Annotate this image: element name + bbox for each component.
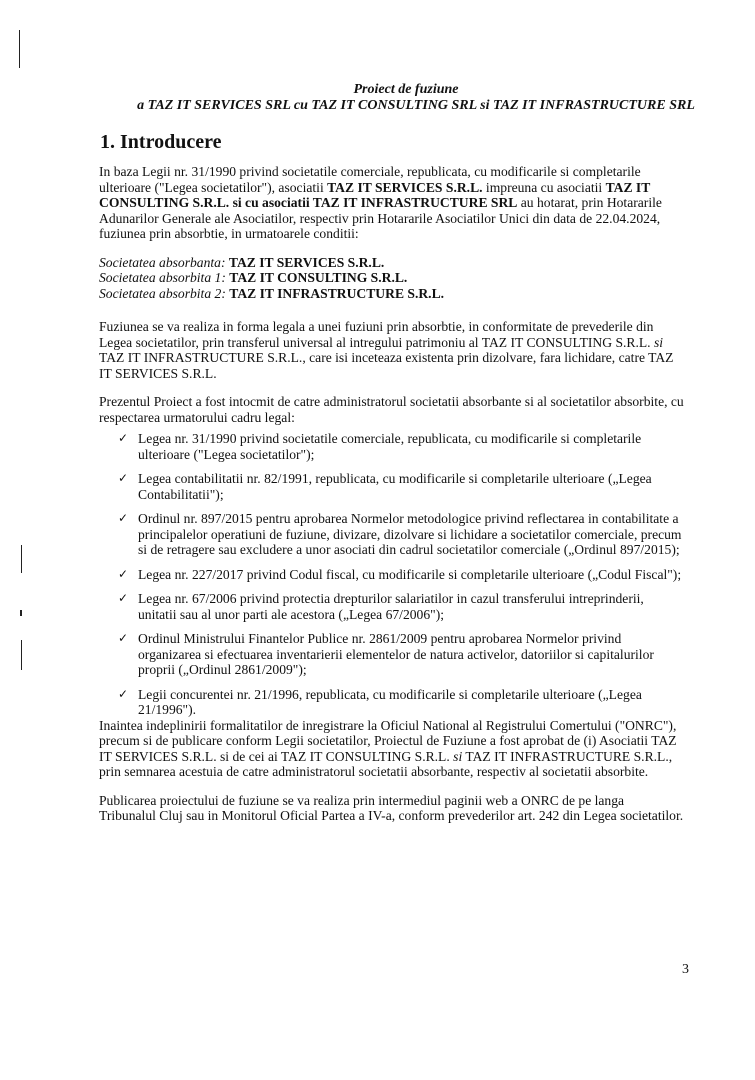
section-heading: 1. Introducere	[100, 131, 222, 153]
registration-text-1: Inaintea indeplinirii formalitatilor de inregistrare la Oficiul National al Registrului Comertului ("ONRC"), precum si de publicare conform Legii societatilor, Proiectul de Fuziune a fost aprobat de (i) Asociatii TAZ IT SERVICES S.R.L. si de cei ai TAZ IT CONSULTING S.R.L.	[99, 717, 677, 764]
checkmark-icon: ✓	[118, 566, 129, 581]
fusion-italic: si	[653, 334, 664, 350]
scan-artifact-dot	[20, 610, 22, 616]
fusion-text-1: Fuziunea se va realiza in forma legala a unei fuziuni prin absorbtie, in conformitate de prevederile din Legea societatilor, prin transferul universal al intregului patrimoniu al TAZ IT CONSULTING S.R.L.	[99, 319, 654, 350]
checkmark-icon: ✓	[118, 511, 129, 525]
list-item-text: Legea nr. 31/1990 privind societatile comerciale, republicata, cu modificarile si completarile ulterioare ("Legea societatilor");	[138, 431, 642, 462]
list-item-text: Legii concurentei nr. 21/1996, republicata, cu modificarile si completarile ulterioare („Legea 21/1996").	[138, 686, 642, 717]
list-item-text: Ordinul nr. 897/2015 pentru aprobarea Normelor metodologice privind reflectarea in contabilitate a principalelor operatiuni de fuziune, divizare, dizolvare si lichidare a societatilor comerciale, precum si de retragere sau excludere a unor asociati din cadrul societatilor comerciale („Ordinul 897/2015);	[138, 511, 682, 557]
checkmark-icon: ✓	[118, 686, 129, 701]
checkmark-icon: ✓	[118, 631, 129, 645]
checkmark-icon: ✓	[118, 471, 129, 485]
intro-bold-1: TAZ IT SERVICES S.R.L.	[327, 179, 483, 195]
intro-bold-2: TAZ IT CONSULTING S.R.L. si cu asociatii TAZ IT INFRASTRUCTURE SRL	[99, 179, 651, 210]
party-value: TAZ IT INFRASTRUCTURE S.R.L.	[229, 285, 445, 301]
title-line-1: Proiect de fuziune	[353, 82, 459, 97]
document-body	[99, 164, 684, 837]
list-item-text: Ordinul Ministrului Finantelor Publice nr. 2861/2009 pentru aprobarea Normelor privind organizarea si efectuarea inventarierii elementelor de natura activelor, datoriilor si capitalurilor proprii („Ordinul 2861/2009");	[138, 631, 654, 677]
registration-paragraph	[99, 718, 684, 780]
document-title	[96, 82, 716, 114]
registration-italic: si	[453, 748, 463, 764]
parties-block	[99, 255, 684, 302]
legal-framework-list	[99, 431, 684, 718]
scan-artifact-line	[21, 545, 22, 573]
intro-text-3: au hotarat, prin Hotararile Adunarilor Generale ale Asociatilor, respectiv prin Hotararile Asociatilor Unici din data de 22.04.2024, fuziunea prin absorbtie, in urmatoarele conditii:	[99, 195, 662, 241]
list-item-text: Legea nr. 67/2006 privind protectia drepturilor salariatilor in cazul transferului intreprinderii, unitatii sau al unor parti ale acestora („Legea 67/2006");	[138, 591, 644, 622]
fusion-text-2: TAZ IT INFRASTRUCTURE S.R.L., care isi inceteaza existenta prin dizolvare, fara lichidare, catre TAZ IT SERVICES S.R.L.	[99, 350, 674, 381]
list-item-text: Legea contabilitatii nr. 82/1991, republicata, cu modificarile si completarile ulterioare („Legea Contabilitatii");	[138, 471, 652, 502]
framework-intro-text: Prezentul Proiect a fost intocmit de catre administratorul societatii absorbante si al societatilor absorbite, cu respectarea urmatorului cadru legal:	[99, 394, 684, 425]
list-item	[99, 567, 684, 583]
checkmark-icon: ✓	[118, 591, 129, 605]
publication-text: Publicarea proiectului de fuziune se va realiza prin intermediul paginii web a ONRC de pe langa Tribunalul Cluj sau in Monitorul Oficial Partea a IV-a, conform prevederilor art. 242 din Legea societatilor.	[99, 792, 684, 823]
party-absorbing	[99, 255, 384, 270]
registration-text-2: TAZ IT INFRASTRUCTURE S.R.L., prin semnarea acestuia de catre administratorul societatii absorbante, respectiv al societatii absorbite.	[99, 748, 673, 779]
checkmark-icon: ✓	[118, 431, 129, 445]
list-item	[99, 687, 684, 718]
list-item	[99, 631, 684, 678]
party-label: Societatea absorbita 2:	[99, 285, 226, 301]
party-value: TAZ IT SERVICES S.R.L.	[228, 254, 385, 270]
framework-intro	[99, 394, 684, 425]
party-absorbed-2	[99, 286, 444, 301]
intro-text-2: impreuna cu asociatii	[482, 179, 606, 195]
party-value: TAZ IT CONSULTING S.R.L.	[229, 270, 408, 285]
list-item	[99, 511, 684, 558]
list-item	[99, 471, 684, 502]
list-item-text: Legea nr. 227/2017 privind Codul fiscal, cu modificarile si completarile ulterioare („Codul Fiscal");	[138, 566, 682, 582]
fusion-paragraph	[99, 319, 684, 381]
intro-paragraph	[99, 164, 684, 242]
list-item	[99, 431, 684, 462]
party-label: Societatea absorbita 1:	[99, 270, 226, 285]
list-item	[99, 591, 684, 622]
scan-artifact-line	[21, 640, 22, 670]
publication-paragraph	[99, 793, 684, 824]
title-line-2: a TAZ IT SERVICES SRL cu TAZ IT CONSULTING SRL si TAZ IT INFRASTRUCTURE SRL	[137, 98, 695, 113]
party-absorbed-1	[99, 270, 407, 285]
page-number: 3	[682, 962, 689, 977]
intro-text-1: In baza Legii nr. 31/1990 privind societatile comerciale, republicata, cu modificarile si completarile ulterioare ("Legea societatilor"), asociatii	[99, 164, 641, 195]
party-label: Societatea absorbanta:	[99, 254, 226, 270]
scan-artifact-line	[19, 30, 20, 68]
